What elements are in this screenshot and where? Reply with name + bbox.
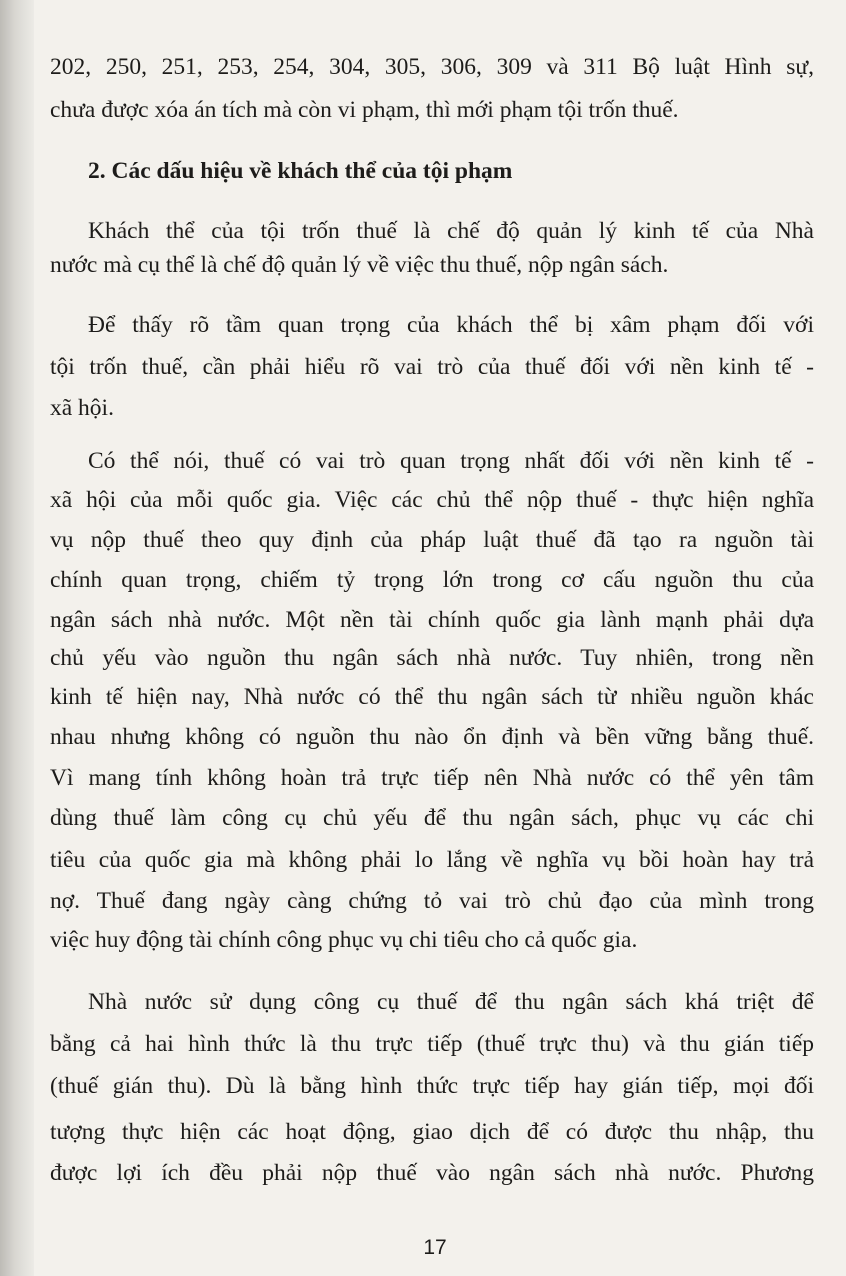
book-page — [40, 0, 846, 1276]
page-number: 17 — [423, 1236, 447, 1259]
text-line: chính quan trọng, chiếm tỷ trọng lớn trong cơ cấu nguồn thu của — [50, 567, 814, 593]
text-line: tượng thực hiện các hoạt động, giao dịch để có được thu nhập, thu — [50, 1119, 814, 1145]
text-line: tiêu của quốc gia mà không phải lo lắng về nghĩa vụ bồi hoàn hay trả — [50, 847, 814, 873]
text-line: Nhà nước sử dụng công cụ thuế để thu ngân sách khá triệt để — [88, 989, 814, 1015]
text-line: xã hội của mỗi quốc gia. Việc các chủ thể nộp thuế - thực hiện nghĩa — [50, 487, 814, 513]
page-gutter-shadow — [0, 0, 34, 1276]
text-line: 202, 250, 251, 253, 254, 304, 305, 306, 309 và 311 Bộ luật Hình sự, — [50, 54, 814, 80]
text-line: kinh tế hiện nay, Nhà nước có thể thu ngân sách từ nhiều nguồn khác — [50, 684, 814, 710]
text-line: bằng cả hai hình thức là thu trực tiếp (thuế trực thu) và thu gián tiếp — [50, 1031, 814, 1057]
text-line: chủ yếu vào nguồn thu ngân sách nhà nước. Tuy nhiên, trong nền — [50, 645, 814, 671]
text-line: dùng thuế làm công cụ chủ yếu để thu ngân sách, phục vụ các chi — [50, 805, 814, 831]
text-line: (thuế gián thu). Dù là bằng hình thức trực tiếp hay gián tiếp, mọi đối — [50, 1073, 814, 1099]
text-line: chưa được xóa án tích mà còn vi phạm, thì mới phạm tội trốn thuế. — [50, 97, 679, 123]
text-line: được lợi ích đều phải nộp thuế vào ngân sách nhà nước. Phương — [50, 1160, 814, 1186]
text-line: vụ nộp thuế theo quy định của pháp luật thuế đã tạo ra nguồn tài — [50, 527, 814, 553]
text-line: việc huy động tài chính công phục vụ chi tiêu cho cả quốc gia. — [50, 927, 638, 953]
text-line: tội trốn thuế, cần phải hiểu rõ vai trò của thuế đối với nền kinh tế - — [50, 354, 814, 380]
text-line: ngân sách nhà nước. Một nền tài chính quốc gia lành mạnh phải dựa — [50, 607, 814, 633]
text-line: nợ. Thuế đang ngày càng chứng tỏ vai trò chủ đạo của mình trong — [50, 888, 814, 914]
text-line: nhau nhưng không có nguồn thu nào ổn định và bền vững bằng thuế. — [50, 724, 814, 750]
text-line: Để thấy rõ tầm quan trọng của khách thể bị xâm phạm đối với — [88, 312, 814, 338]
text-line: nước mà cụ thể là chế độ quản lý về việc thu thuế, nộp ngân sách. — [50, 252, 669, 278]
text-line: Khách thể của tội trốn thuế là chế độ quản lý kinh tế của Nhà — [88, 218, 814, 244]
section-heading: 2. Các dấu hiệu về khách thể của tội phạm — [88, 158, 513, 184]
text-line: Vì mang tính không hoàn trả trực tiếp nên Nhà nước có thể yên tâm — [50, 765, 814, 791]
text-line: xã hội. — [50, 395, 114, 421]
text-line: Có thể nói, thuế có vai trò quan trọng nhất đối với nền kinh tế - — [88, 448, 814, 474]
